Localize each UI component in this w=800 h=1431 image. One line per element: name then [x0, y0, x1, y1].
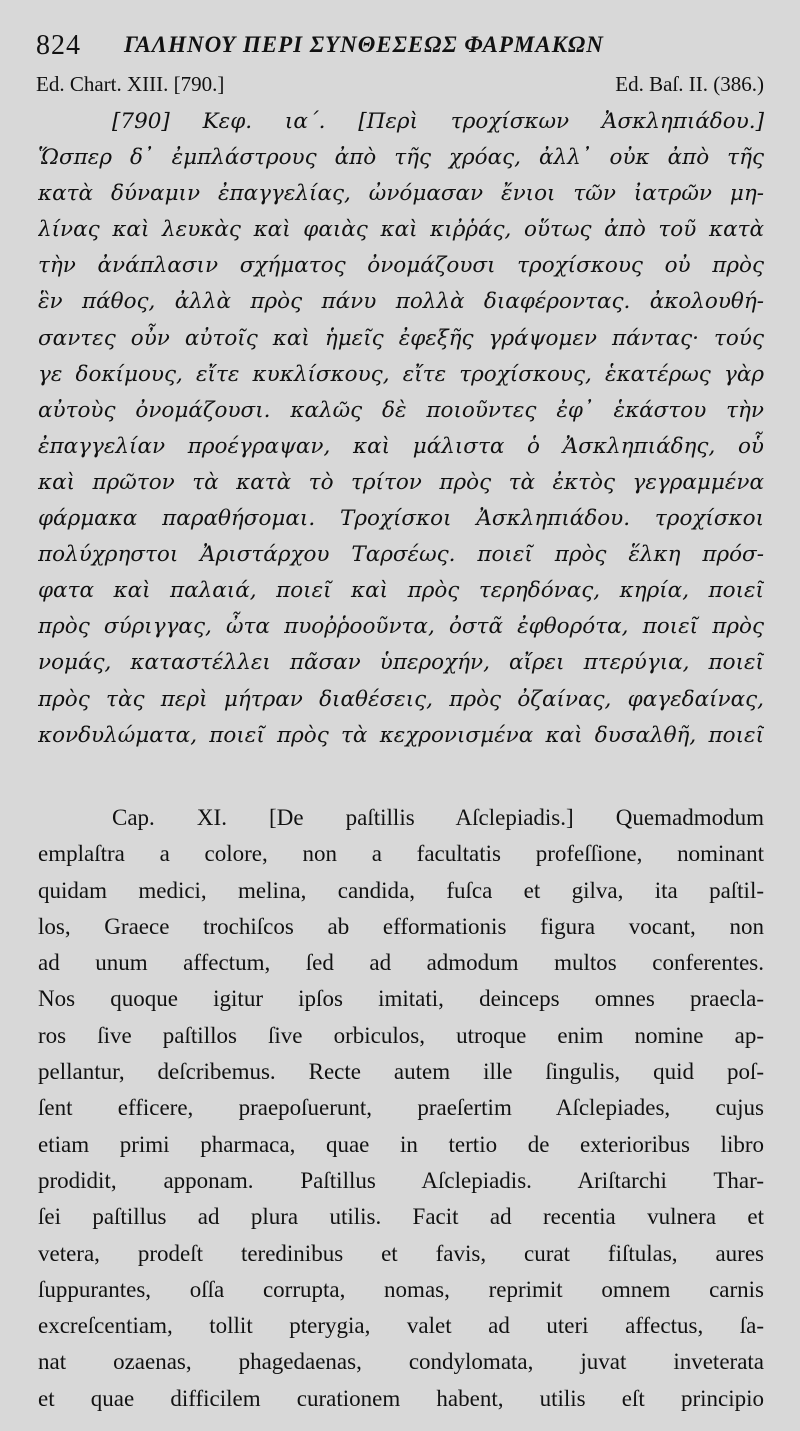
edition-reference-line — [36, 72, 764, 100]
latin-text-line: emplaſtra a colore, non a facultatis profeſſione, nominant — [38, 841, 764, 867]
greek-text-line: φατα καὶ παλαιά, ποιεῖ καὶ πρὸς τερηδόνας, κηρία, ποιεῖ — [38, 578, 764, 604]
latin-text-line: vetera, prodeſt teredinibus et favis, curat fiſtulas, aures — [38, 1240, 764, 1266]
greek-text-block — [38, 104, 764, 754]
latin-text-line: excreſcentiam, tollit pterygia, valet ad uteri affectus, ſa- — [38, 1313, 764, 1339]
latin-text-line: etiam primi pharmaca, quae in tertio de exterioribus libro — [38, 1131, 764, 1157]
latin-text-line: ad unum affectum, ſed ad admodum multos conferentes. — [38, 950, 764, 976]
latin-text-line: pellantur, deſcribemus. Recte autem ille ſingulis, quid poſ- — [38, 1059, 764, 1085]
greek-text-line: ἐπαγγελίαν προέγραψαν, καὶ μάλιστα ὁ Ἀσκληπιάδης, οὗ — [38, 433, 764, 459]
greek-text-line: λίνας καὶ λευκὰς καὶ φαιὰς καὶ κιῤῥάς, οὕτως ἀπὸ τοῦ κατὰ — [38, 217, 764, 243]
greek-text-line: κονδυλώματα, ποιεῖ πρὸς τὰ κεχρονισμένα καὶ δυσαλθῆ, ποιεῖ — [38, 722, 764, 748]
greek-text-line: πολύχρηστοι Ἀριστάρχου Ταρσέως. ποιεῖ πρὸς ἕλκη πρόσ- — [38, 542, 764, 568]
latin-text-line: et quae difficilem curationem habent, utilis eſt principio — [38, 1385, 764, 1411]
greek-text-line: φάρμακα παραθήσομαι. Τροχίσκοι Ἀσκληπιάδου. τροχίσκοι — [38, 506, 764, 532]
greek-text-line: Ὥσπερ δ᾽ ἐμπλάστρους ἀπὸ τῆς χρόας, ἀλλ᾽ οὐκ ἀπὸ τῆς — [38, 145, 764, 171]
greek-text-line: πρὸς τὰς περὶ μήτραν διαθέσεις, πρὸς ὀζαίνας, φαγεδαίνας, — [38, 686, 764, 712]
greek-text-line: τὴν ἀνάπλασιν σχήματος ὀνομάζουσι τροχίσκους οὐ πρὸς — [38, 253, 764, 279]
greek-chapter-heading: [790] Κεφ. ια΄. [Περὶ τροχίσκων Ἀσκληπιάδου.] — [112, 109, 764, 134]
running-head — [36, 30, 766, 66]
latin-text-line: los, Graece trochiſcos ab efformationis figura vocant, non — [38, 913, 764, 939]
greek-text-line: αὐτοὺς ὀνομάζουσι. καλῶς δὲ ποιοῦντες ἐφ᾽ ἑκάστου τὴν — [38, 397, 764, 423]
greek-text-line: κατὰ δύναμιν ἐπαγγελίας, ὠνόμασαν ἔνιοι τῶν ἰατρῶν μη- — [38, 181, 764, 207]
latin-text-line: ſuppurantes, oſſa corrupta, nomas, reprimit omnem carnis — [38, 1276, 764, 1302]
latin-text-line: quidam medici, melina, candida, fuſca et gilva, ita paſtil- — [38, 877, 764, 903]
latin-text-line: ros ſive paſtillos ſive orbiculos, utroque enim nomine ap- — [38, 1022, 764, 1048]
edition-chartier-reference: Ed. Chart. XIII. [790.] — [36, 72, 225, 96]
greek-text-line: καὶ πρῶτον τὰ κατὰ τὸ τρίτον πρὸς τὰ ἐκτὸς γεγραμμένα — [38, 469, 764, 495]
latin-text-line: ſent efficere, praepoſuerunt, praeſertim Aſclepiades, cujus — [38, 1095, 764, 1121]
latin-text-line: nat ozaenas, phagedaenas, condylomata, juvat inveterata — [38, 1349, 764, 1375]
edition-basel-reference: Ed. Baſ. II. (386.) — [615, 72, 764, 96]
greek-text-line: σαντες οὖν αὐτοῖς καὶ ἡμεῖς ἐφεξῆς γράψομεν πάντας· τούς — [38, 325, 764, 351]
page-number: 824 — [36, 30, 81, 61]
running-title: ΓΑΛΗΝΟΥ ΠΕΡΙ ΣΥΝΘΕΣΕΩΣ ΦΑΡΜΑΚΩΝ — [124, 32, 604, 57]
latin-text-block — [38, 800, 764, 1417]
greek-text-line: πρὸς σύριγγας, ὦτα πυοῤῥοοῦντα, ὀστᾶ ἐφθορότα, ποιεῖ πρὸς — [38, 614, 764, 640]
latin-chapter-heading: Cap. XI. [De paſtillis Aſclepiadis.] Quemadmodum — [112, 805, 764, 830]
greek-text-line: νομάς, καταστέλλει πᾶσαν ὑπεροχήν, αἴρει πτερύγια, ποιεῖ — [38, 650, 764, 676]
latin-text-line: prodidit, apponam. Paſtillus Aſclepiadis. Ariſtarchi Thar- — [38, 1167, 764, 1193]
latin-text-line: Nos quoque igitur ipſos imitati, deinceps omnes praecla- — [38, 986, 764, 1012]
latin-text-line: ſei paſtillus ad plura utilis. Facit ad recentia vulnera et — [38, 1204, 764, 1230]
greek-text-line: γε δοκίμους, εἴτε κυκλίσκους, εἴτε τροχίσκους, ἑκατέρως γὰρ — [38, 361, 764, 387]
greek-text-line: ἓν πάθος, ἀλλὰ πρὸς πάνυ πολλὰ διαφέροντας. ἀκολουθή- — [38, 289, 764, 315]
